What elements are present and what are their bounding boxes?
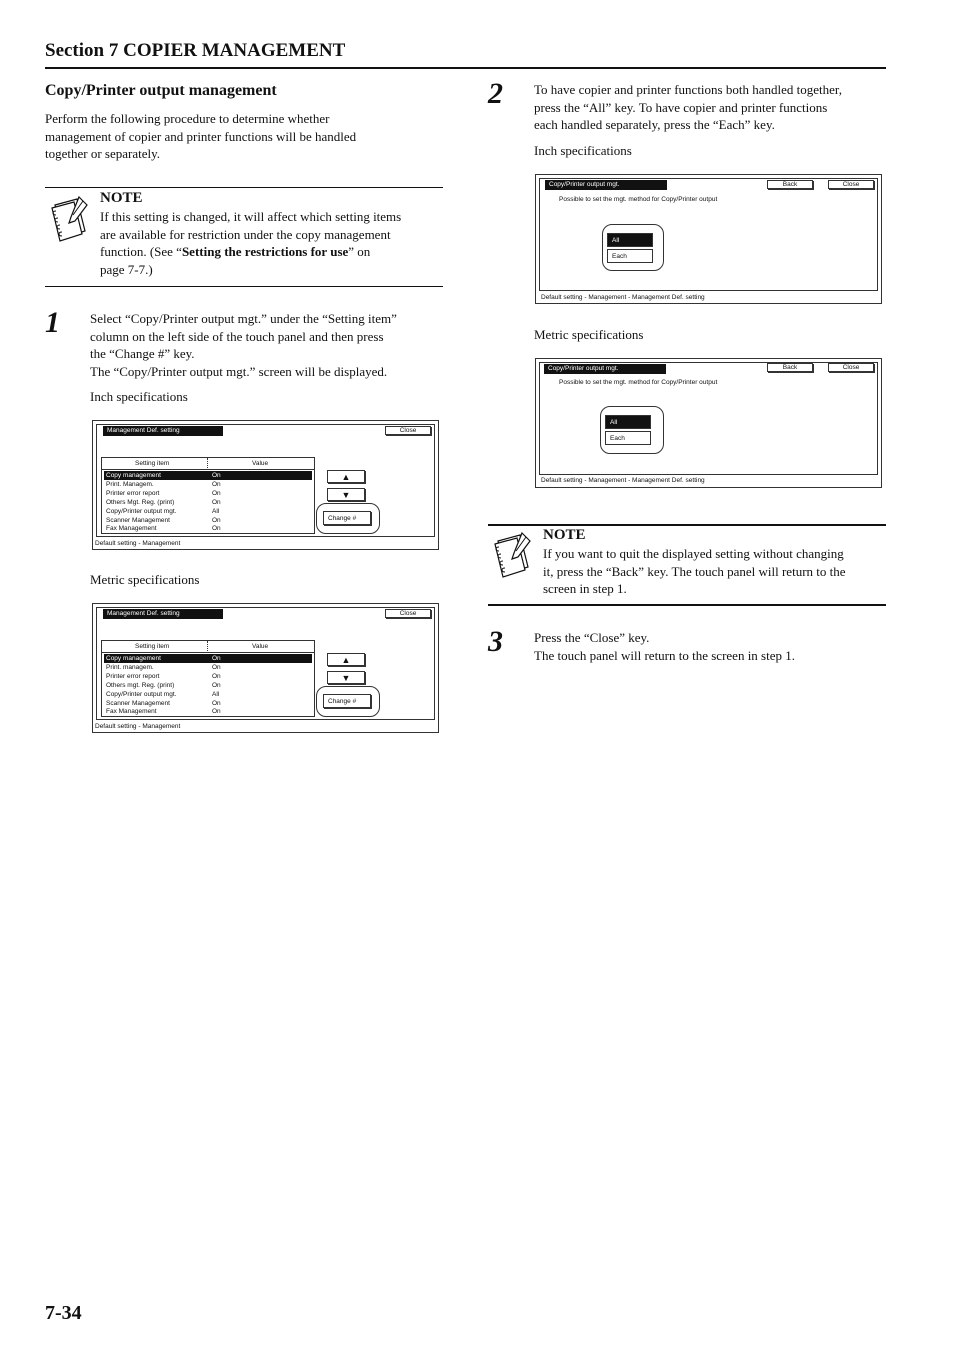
step1-inch-label: Inch specifications: [90, 389, 188, 404]
output-mgt-screen-metric: [535, 358, 882, 488]
screen-footer: Default setting - Management - Management Def. setting: [541, 477, 705, 484]
panel-body: [539, 178, 878, 291]
note1-bottom-rule: [45, 286, 443, 287]
row-value: On: [212, 472, 221, 479]
row-item: Scanner Management: [106, 700, 170, 707]
note1-line: If this setting is changed, it will affect which setting items: [100, 209, 402, 224]
table-row[interactable]: [104, 690, 312, 699]
table-row[interactable]: [104, 654, 312, 663]
each-option-button[interactable]: Each: [605, 431, 651, 445]
highlight-ring: [600, 406, 664, 454]
close-button[interactable]: Close: [828, 363, 874, 372]
intro-line: Perform the following procedure to determine whether: [45, 111, 330, 126]
table-row[interactable]: [104, 480, 312, 489]
step1-number: 1: [45, 306, 60, 339]
row-item: Printer error report: [106, 673, 160, 680]
step3-line: The touch panel will return to the screen in step 1.: [534, 647, 796, 663]
notebook-icon: [490, 531, 534, 579]
step2-inch-label: Inch specifications: [534, 143, 632, 158]
section-rule: [45, 67, 886, 69]
back-button[interactable]: Back: [767, 180, 813, 189]
subsection-title: Copy/Printer output management: [45, 82, 277, 99]
row-value: On: [212, 481, 221, 488]
note2-line: it, press the “Back” key. The touch panel will return to the: [543, 563, 846, 579]
note1-text: [100, 208, 445, 279]
step3-text: [534, 629, 889, 664]
row-value: On: [212, 664, 221, 671]
col-value: Value: [252, 460, 269, 467]
note1-line: page 7-7.): [100, 262, 153, 278]
note1-bold-ref: Setting the restrictions for use: [181, 244, 349, 260]
screen-title: Copy/Printer output mgt.: [545, 180, 667, 190]
setting-list: [101, 457, 315, 534]
step2-line: each handled separately, press the “Each” key.: [534, 117, 775, 133]
row-item: Fax Management: [106, 525, 157, 532]
row-value: On: [212, 682, 221, 689]
scroll-up-button[interactable]: ▲: [327, 470, 365, 483]
list-header: [102, 641, 314, 653]
back-button[interactable]: Back: [767, 363, 813, 372]
screen-title: Management Def. setting: [103, 426, 223, 436]
col-divider: [207, 641, 208, 653]
step1-line: Select “Copy/Printer output mgt.” under the “Setting item”: [90, 311, 397, 326]
note2-text: [543, 545, 888, 598]
change-button[interactable]: Change #: [323, 694, 371, 708]
close-button[interactable]: Close: [828, 180, 874, 189]
scroll-up-button[interactable]: ▲: [327, 653, 365, 666]
step3-line: Press the “Close” key.: [534, 630, 650, 645]
step1-text: [90, 310, 445, 381]
note1-text-part: function. (See “: [100, 244, 182, 260]
row-value: On: [212, 655, 221, 662]
screen-message: Possible to set the mgt. method for Copy/Printer output: [559, 379, 718, 386]
screen-footer: Default setting - Management: [95, 540, 181, 547]
notebook-icon: [47, 195, 91, 243]
row-value: On: [212, 517, 221, 524]
note1-line: [100, 243, 445, 261]
row-item: Fax Management: [106, 708, 157, 715]
step3-number: 3: [488, 625, 503, 658]
row-item: Print. Managem.: [106, 481, 154, 488]
table-row[interactable]: [104, 471, 312, 480]
row-item: Printer error report: [106, 490, 160, 497]
row-item: Print. managem.: [106, 664, 154, 671]
row-item: Others mgt. Reg. (print): [106, 682, 175, 689]
management-screen-inch: [92, 420, 439, 550]
note1-text-part: ” on: [348, 244, 371, 260]
screen-footer: Default setting - Management: [95, 723, 181, 730]
change-button[interactable]: Change #: [323, 511, 371, 525]
row-value: On: [212, 499, 221, 506]
row-item: Others Mgt. Reg. (print): [106, 499, 175, 506]
section-title: Section 7 COPIER MANAGEMENT: [45, 40, 346, 61]
row-value: On: [212, 490, 221, 497]
table-row[interactable]: [104, 681, 312, 690]
scroll-down-button[interactable]: ▼: [327, 488, 365, 501]
note2-heading: NOTE: [543, 527, 586, 543]
step2-line: To have copier and printer functions both handled together,: [534, 82, 842, 97]
note2-bottom-rule: [488, 604, 886, 606]
row-item: Copy/Printer output mgt.: [106, 508, 177, 515]
note1-heading: NOTE: [100, 190, 143, 206]
note2-line: screen in step 1.: [543, 581, 627, 597]
step2-text: [534, 81, 889, 134]
step1-metric-label: Metric specifications: [90, 572, 200, 587]
note1-top-rule: [45, 187, 443, 188]
step2-number: 2: [488, 77, 503, 110]
col-setting-item: Setting item: [135, 643, 170, 650]
row-value: On: [212, 700, 221, 707]
row-value: All: [212, 691, 220, 698]
col-setting-item: Setting item: [135, 460, 170, 467]
setting-list: [101, 640, 315, 717]
all-option-button[interactable]: All: [607, 233, 653, 247]
note1-line: are available for restriction under the copy management: [100, 226, 391, 242]
screen-title: Management Def. setting: [103, 609, 223, 619]
screen-message: Possible to set the mgt. method for Copy/Printer output: [559, 196, 718, 203]
screen-footer: Default setting - Management - Management Def. setting: [541, 294, 705, 301]
step1-line: the “Change #” key.: [90, 346, 195, 362]
step2-line: press the “All” key. To have copier and printer functions: [534, 99, 828, 115]
page-number: 7-34: [45, 1302, 82, 1324]
table-row[interactable]: [104, 498, 312, 507]
note2-line: If you want to quit the displayed setting without changing: [543, 546, 844, 561]
table-row[interactable]: [104, 707, 312, 716]
table-row[interactable]: [104, 507, 312, 516]
row-item: Copy/Printer output mgt.: [106, 691, 177, 698]
output-mgt-screen-inch: [535, 174, 882, 304]
step1-line: column on the left side of the touch panel and then press: [90, 328, 384, 344]
row-item: Scanner Management: [106, 517, 170, 524]
each-option-button[interactable]: Each: [607, 249, 653, 263]
all-option-button[interactable]: All: [605, 415, 651, 429]
table-row[interactable]: [104, 672, 312, 681]
close-button[interactable]: Close: [385, 426, 431, 435]
note2-top-rule: [488, 524, 886, 526]
step2-metric-label: Metric specifications: [534, 327, 644, 342]
row-value: On: [212, 708, 221, 715]
highlight-ring: [602, 224, 664, 271]
table-row[interactable]: [104, 489, 312, 498]
screen-title: Copy/Printer output mgt.: [544, 364, 666, 374]
row-item: Copy management: [106, 655, 161, 662]
close-button[interactable]: Close: [385, 609, 431, 618]
row-value: All: [212, 508, 220, 515]
row-value: On: [212, 525, 221, 532]
intro-line: together or separately.: [45, 146, 161, 162]
intro-text: [45, 110, 445, 163]
col-value: Value: [252, 643, 269, 650]
row-value: On: [212, 673, 221, 680]
row-item: Copy management: [106, 472, 161, 479]
col-divider: [207, 458, 208, 470]
list-header: [102, 458, 314, 470]
table-row[interactable]: [104, 524, 312, 533]
step1-line: The “Copy/Printer output mgt.” screen will be displayed.: [90, 364, 388, 380]
management-screen-metric: [92, 603, 439, 733]
table-row[interactable]: [104, 663, 312, 672]
scroll-down-button[interactable]: ▼: [327, 671, 365, 684]
intro-line: management of copier and printer functions will be handled: [45, 128, 357, 144]
